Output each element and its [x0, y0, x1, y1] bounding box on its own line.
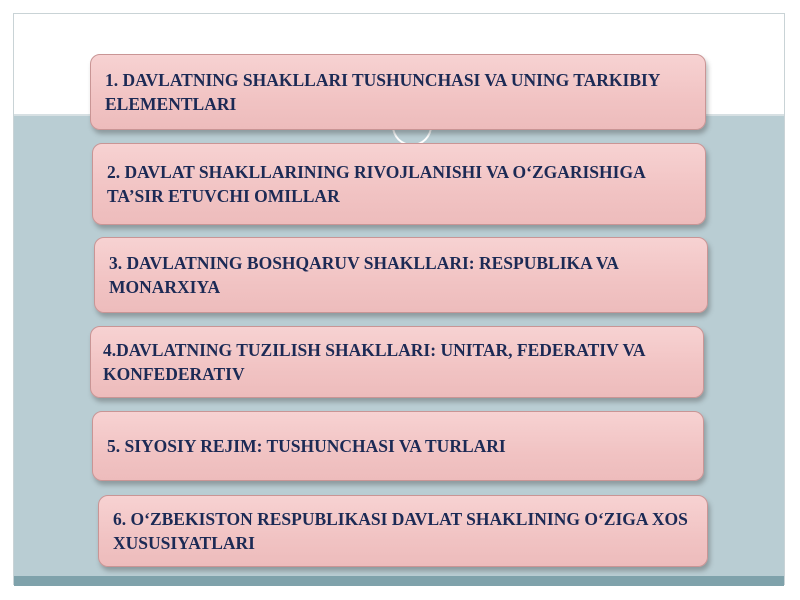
- topic-box-4: [90, 326, 704, 398]
- topic-box-2: [92, 143, 706, 225]
- topic-box-5: [92, 411, 704, 481]
- topic-label-5: 5. SIYOSIY REJIM: TUSHUNCHASI VA TURLARI: [107, 436, 506, 456]
- topic-label-1: 1. DAVLATNING SHAKLLARI TUSHUNCHASI VA UNING TARKIBIY ELEMENTLARI: [105, 70, 660, 114]
- topic-label-6: 6. O‘ZBEKISTON RESPUBLIKASI DAVLAT SHAKLINING O‘ZIGA XOS XUSUSIYATLARI: [113, 509, 688, 553]
- topic-label-2: 2. DAVLAT SHAKLLARINING RIVOJLANISHI VA O‘ZGARISHIGA TA’SIR ETUVCHI OMILLAR: [107, 162, 645, 206]
- topic-box-6: [98, 495, 708, 567]
- topic-label-3: 3. DAVLATNING BOSHQARUV SHAKLLARI: RESPUBLIKA VA MONARXIYA: [109, 253, 618, 297]
- bottom-band: [14, 576, 784, 586]
- topic-box-3: [94, 237, 708, 313]
- topic-label-4: 4.DAVLATNING TUZILISH SHAKLLARI: UNITAR, FEDERATIV VA KONFEDERATIV: [103, 340, 645, 384]
- topic-box-1: [90, 54, 706, 130]
